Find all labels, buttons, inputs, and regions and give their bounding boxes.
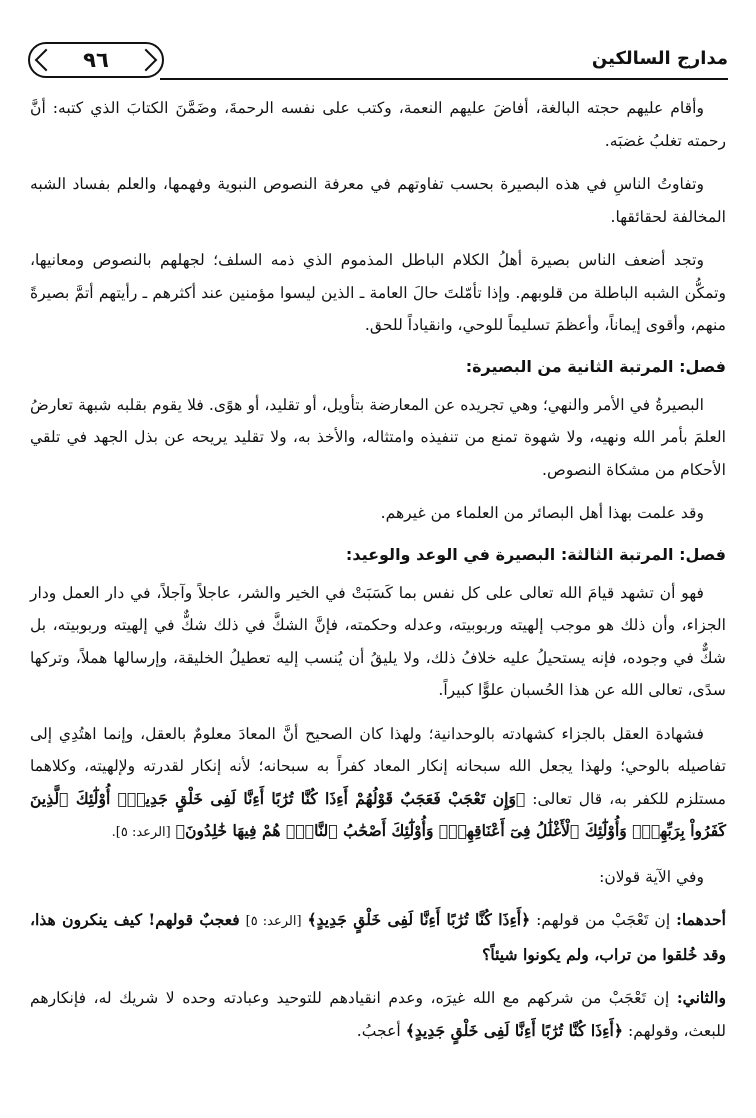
header-rule <box>160 78 728 80</box>
paragraph-text: فعجبٌ قولهم! كيف ينكرون هذا، وقد خُلقوا من تراب، ولم يكونوا شيئاً؟ <box>30 910 726 964</box>
lead-label: أحدهما: <box>676 910 726 929</box>
quran-verse: ﴿وَإِن تَعْجَبْ فَعَجَبٌ قَوْلُهُمْ أَءِذَا كُنَّا تُرَٰبًا أَءِنَّا لَفِى خَلْقٍ جَدِيدٍۗ أُوْلَٰٓئِكَ ٱلَّذِينَ كَفَرُواْ بِرَبِّهِمْۖ وَأُوْلَٰٓئِكَ ٱلْأَغْلَٰلُ فِىٓ أَعْنَاقِهِمْۖ وَأُوْلَٰٓئِكَ أَصْحَٰبُ ٱلنَّارِۖ هُمْ فِيهَا خَٰلِدُونَ﴾ <box>30 788 726 840</box>
page-number-badge <box>28 42 164 78</box>
paragraph <box>30 718 726 850</box>
quran-verse: ﴿أَءِذَا كُنَّا تُرَٰبًا أَءِنَّا لَفِى خَلْقٍ جَدِيدٍ﴾ <box>405 1020 623 1040</box>
paragraph: فهو أن تشهد قيامَ الله تعالى على كل نفس بما كَسَبَتْ في الخير والشر، عاجلاً وآجلاً، في دار العمل ودار الجزاء، وأن ذلك هو موجب إلهيته وربوبيته، وعدله وحكمته، فإنَّ الشكَّ في ذلك شكٌّ في إلهيته وربوبيته، بل شكٌّ في وجوده، فإنه يستحيلُ عليه خلافُ ذلك، ولا يليقُ أن يُنسب إليه تعطيلُ الخليقة، وإرسالها هملاً، وتركها سدًى، تعالى الله عن هذا الحُسبان علوًّا كبيراً. <box>30 583 726 699</box>
page-header <box>28 36 728 84</box>
book-title: مدارج السالكين <box>591 48 728 69</box>
paragraph: وتجد أضعف الناس بصيرة أهلُ الكلام الباطل المذموم الذي ذمه السلف؛ لجهلهم بالنصوص ومعانيها، وتمكُّن الشبه الباطلة من قلوبهم. وإذا تأمّلتَ حالَ العامة ـ الذين ليسوا مؤمنين عند أكثرهم ـ رأيتهم أتمَّ بصيرةً منهم، وأقوى إيماناً، وأعظمَ تسليماً للوحي، وانقياداً للحق. <box>30 251 726 334</box>
paragraph: وتفاوتُ الناسِ في هذه البصيرة بحسب تفاوتهم في معرفة النصوص النبوية وفهمها، والعلم بفساد الشبه المخالفة لحقائقها. <box>30 175 726 226</box>
paragraph-text: إن تَعْجَبْ من شركهم مع الله غيرَه، وعدم انقيادهم للتوحيد وعبادته وحده لا شريك له، فإنكارهم للبعث، وقولهم: <box>30 989 726 1040</box>
lead-label: والثاني: <box>676 988 726 1007</box>
page-body <box>30 92 726 1098</box>
paragraph <box>30 904 726 971</box>
paragraph: البصيرةُ في الأمر والنهي؛ وهي تجريده عن المعارضة بتأويل، أو تقليد، أو هوًى. فلا يقوم بقلبه شبهة تعارضُ العلمَ بأمر الله ونهيه، ولا شهوة تمنع من تنفيذه وامتثاله، والأخذ به، ولا تقليد يريحه عن بذل الجهد في تلقي الأحكام من مشكاة النصوص. <box>30 395 726 479</box>
verse-reference: [الرعد: ٥]. <box>111 825 171 840</box>
section-heading: فصل: المرتبة الثانية من البصيرة: <box>465 356 726 376</box>
section-heading: فصل: المرتبة الثالثة: البصيرة في الوعد والوعيد: <box>345 544 726 564</box>
paragraph: وقد علمت بهذا أهل البصائر من العلماء من غيرهم. <box>380 504 704 522</box>
quran-verse: ﴿أَءِذَا كُنَّا تُرَٰبًا أَءِنَّا لَفِى خَلْقٍ جَدِيدٍ﴾ <box>307 910 531 929</box>
paragraph: وأقام عليهم حجته البالغة، أفاضَ عليهم النعمة، وكتب على نفسه الرحمةَ، وضَمَّنَ الكتابَ الذي كتبه: أنَّ رحمته تغلبُ غضبَه. <box>30 99 726 150</box>
paragraph: وفي الآية قولان: <box>599 867 704 886</box>
paragraph-text: أعجبُ. <box>356 1021 401 1040</box>
page-number: ٩٦ <box>83 48 109 72</box>
paragraph-text: إن تَعْجَبْ من قولهم: <box>536 911 671 929</box>
paragraph-text: فشهادة العقل بالجزاء كشهادته بالوحدانية؛ ولهذا كان الصحيح أنَّ المعادَ معلومٌ بالعقل، وإنما اهتُدِي إلى تفاصيله بالوحي؛ ولهذا يجعل الله سبحانه إنكار المعاد كفراً به سبحانه؛ لأنه إنكار لقدرته ولإلهيته، وكلاهما مستلزم للكفر به، قال تعالى: <box>30 724 726 808</box>
paragraph <box>30 982 726 1047</box>
verse-reference: [الرعد: ٥] <box>245 914 302 929</box>
